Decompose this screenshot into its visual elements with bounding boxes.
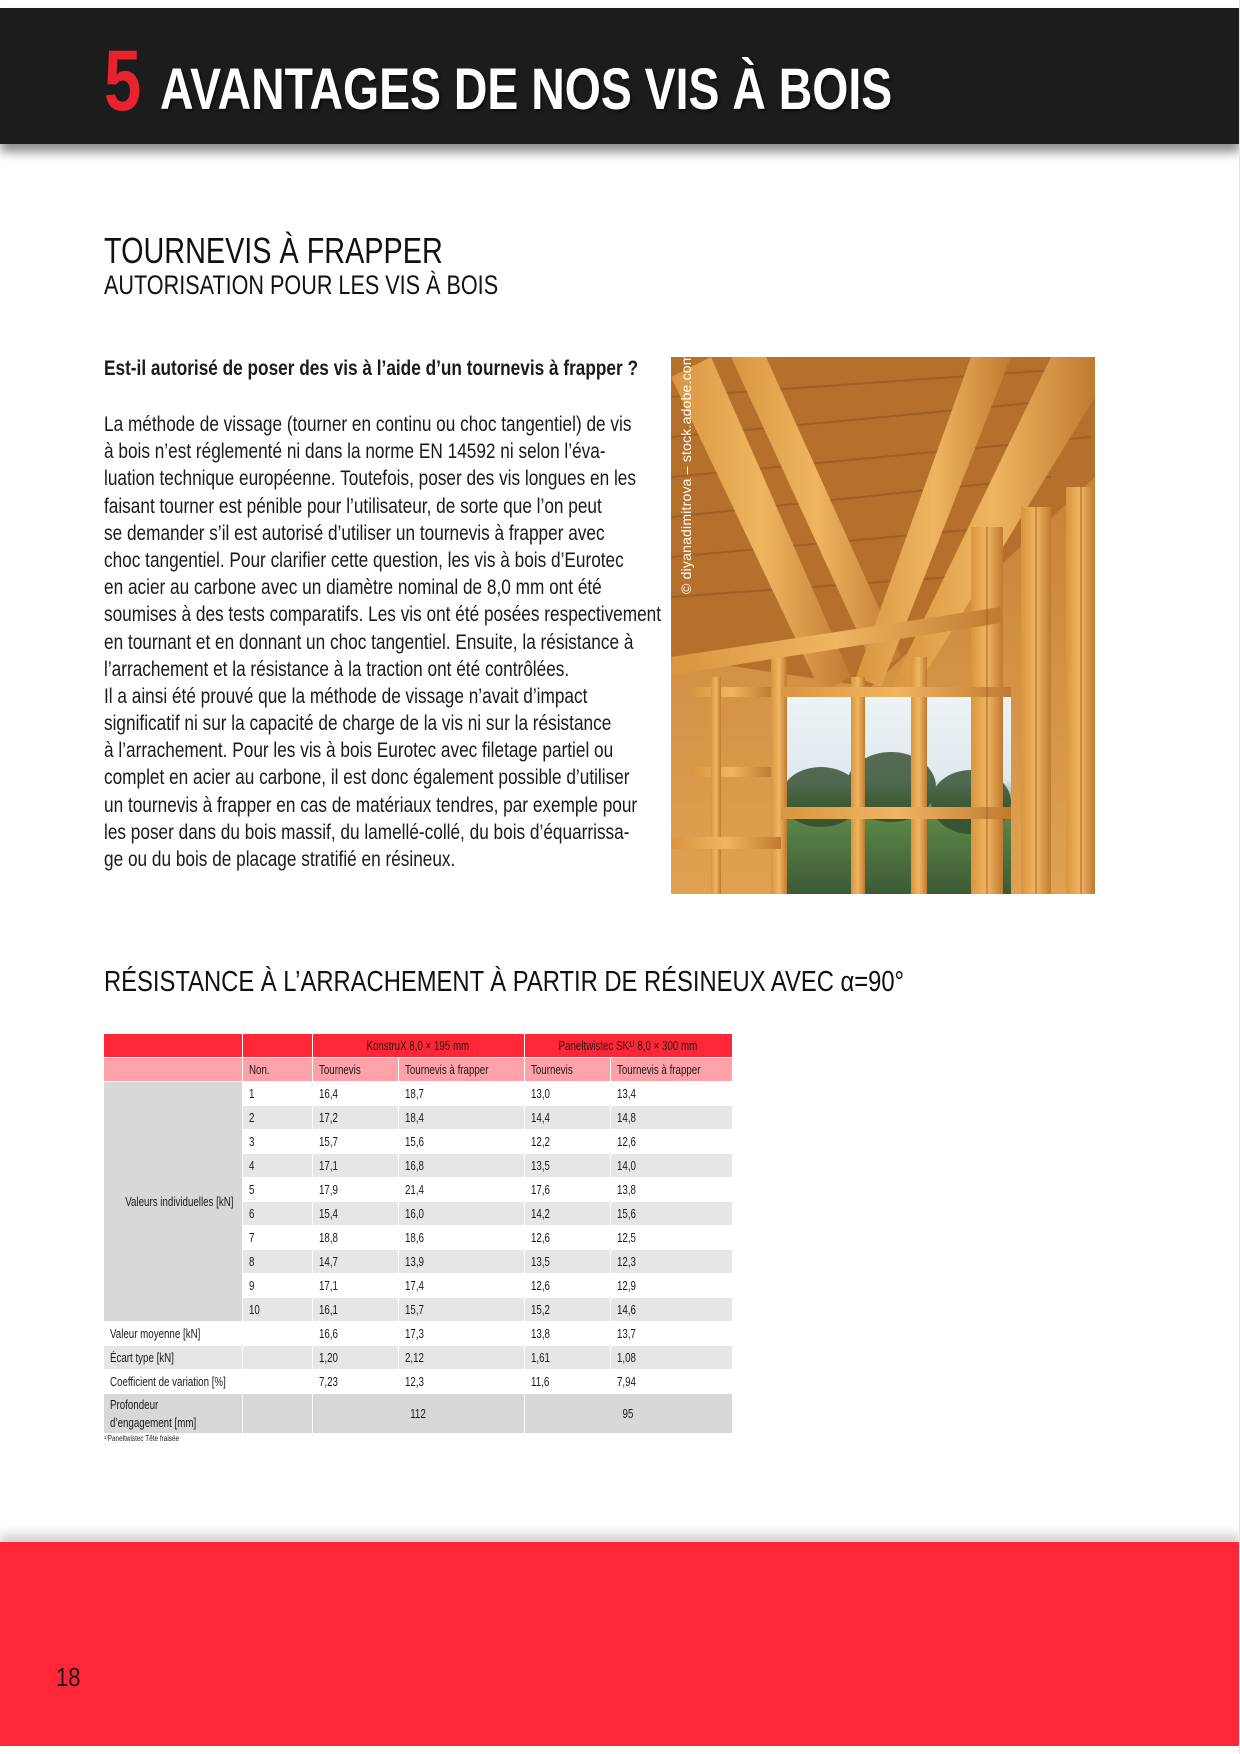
value-cell <box>610 1202 732 1226</box>
value: 14,6 <box>616 1302 636 1317</box>
stat-value: 2,12 <box>404 1350 424 1365</box>
individual-values-label-cell <box>104 1082 242 1322</box>
row-number-cell <box>242 1226 312 1250</box>
value: 15,6 <box>616 1206 636 1221</box>
row-number: 7 <box>248 1230 254 1245</box>
section-subtitle: AUTORISATION POUR LES VIS À BOIS <box>104 270 499 300</box>
stat-value-cell <box>524 1322 610 1346</box>
value-cell <box>398 1130 524 1154</box>
value-cell <box>524 1154 610 1178</box>
value-cell <box>610 1082 732 1106</box>
value-cell <box>610 1226 732 1250</box>
header-col-label: Tournevis à frapper <box>616 1062 700 1077</box>
value: 18,4 <box>404 1110 424 1125</box>
stat-row <box>104 1346 732 1370</box>
stat-value: 12,3 <box>404 1374 424 1389</box>
timber-frame-illustration <box>671 357 1095 894</box>
value: 21,4 <box>404 1182 424 1197</box>
value: 17,9 <box>318 1182 338 1197</box>
header-col <box>312 1058 398 1082</box>
empty-cell <box>242 1370 312 1394</box>
value-cell <box>398 1202 524 1226</box>
body-paragraph <box>104 411 664 873</box>
paragraph-line: se demander s’il est autorisé d’utiliser un tournevis à frapper avec <box>104 521 605 545</box>
value: 16,1 <box>318 1302 338 1317</box>
question-heading: Est-il autorisé de poser des vis à l’aide d’un tournevis à frapper ? <box>104 357 638 380</box>
paragraph-line: choc tangentiel. Pour clarifier cette question, les vis à bois d’Eurotec <box>104 548 624 572</box>
value: 14,2 <box>530 1206 550 1221</box>
stat-label: Écart type [kN] <box>110 1350 174 1365</box>
value: 13,4 <box>616 1086 636 1101</box>
stat-value: 1,20 <box>318 1350 338 1365</box>
header-nr <box>242 1058 312 1082</box>
depth-value-cell <box>524 1394 732 1434</box>
row-number-cell <box>242 1178 312 1202</box>
footer-bar <box>0 1542 1240 1746</box>
stat-value-cell <box>398 1370 524 1394</box>
stat-value: 1,61 <box>530 1350 550 1365</box>
group-header-label: Paneltwistec SK¹⁾ 8,0 × 300 mm <box>558 1039 698 1053</box>
paragraph-line: faisant tourner est pénible pour l’utilisateur, de sorte que l’on peut <box>104 494 602 518</box>
header-nr-label: Non. <box>248 1062 270 1077</box>
value-cell <box>610 1130 732 1154</box>
value: 15,7 <box>318 1134 338 1149</box>
stat-value-cell <box>524 1370 610 1394</box>
stat-label-cell <box>104 1346 242 1370</box>
paragraph-line: significatif ni sur la capacité de charge de la vis ni sur la résistance <box>104 712 612 736</box>
paragraph-line: ge ou du bois de placage stratifié en résineux. <box>104 848 456 871</box>
value: 13,9 <box>404 1254 424 1269</box>
value: 17,1 <box>318 1278 338 1293</box>
value-cell <box>610 1298 732 1322</box>
value-cell <box>524 1178 610 1202</box>
depth-value-cell <box>312 1394 524 1434</box>
value-cell <box>312 1106 398 1130</box>
value-cell <box>524 1226 610 1250</box>
value: 14,0 <box>616 1158 636 1173</box>
value-cell <box>610 1250 732 1274</box>
page-number: 18 <box>56 1662 81 1692</box>
value-cell <box>312 1154 398 1178</box>
paragraph-line: les poser dans du bois massif, du lamellé-collé, du bois d’équarrissa- <box>104 820 630 844</box>
section-title: TOURNEVIS À FRAPPER <box>104 230 443 271</box>
table-corner-cell <box>242 1034 312 1058</box>
value-cell <box>398 1274 524 1298</box>
header-col-label: Tournevis <box>530 1062 573 1077</box>
value: 18,7 <box>404 1086 424 1101</box>
paragraph-line: luation technique européenne. Toutefois, poser des vis longues en les <box>104 467 636 491</box>
paragraph-line: complet en acier au carbone, il est donc également possible d’utiliser <box>104 766 630 790</box>
value-cell <box>398 1178 524 1202</box>
stat-value: 13,7 <box>616 1326 636 1341</box>
timber-frame-photo <box>671 357 1095 894</box>
value-cell <box>524 1202 610 1226</box>
value: 12,6 <box>616 1134 636 1149</box>
depth-label-cell <box>104 1394 242 1434</box>
stat-value-cell <box>610 1370 732 1394</box>
paragraph-line: à l’arrachement. Pour les vis à bois Eurotec avec filetage partiel ou <box>104 739 614 763</box>
stat-label-cell <box>104 1322 242 1346</box>
stat-value-cell <box>524 1346 610 1370</box>
paragraph-line: La méthode de vissage (tourner en continu ou choc tangentiel) de vis <box>104 413 632 436</box>
row-number-cell <box>242 1202 312 1226</box>
table-corner-cell <box>104 1034 242 1058</box>
value: 16,8 <box>404 1158 424 1173</box>
paragraph-line: un tournevis à frapper en cas de matériaux tendres, par exemple pour <box>104 793 638 817</box>
table-header-group-row <box>104 1034 732 1058</box>
stat-row <box>104 1370 732 1394</box>
depth-row <box>104 1394 732 1434</box>
row-number-cell <box>242 1298 312 1322</box>
stat-value: 16,6 <box>318 1326 338 1341</box>
value: 13,0 <box>530 1086 550 1101</box>
chapter-title: AVANTAGES DE NOS VIS À BOIS <box>160 57 893 122</box>
value: 12,6 <box>530 1230 550 1245</box>
value: 12,3 <box>616 1254 636 1269</box>
value-cell <box>524 1082 610 1106</box>
value: 14,8 <box>616 1110 636 1125</box>
value-cell <box>610 1154 732 1178</box>
paragraph-line: soumises à des tests comparatifs. Les vis ont été posées respectivement <box>104 603 662 627</box>
value: 15,4 <box>318 1206 338 1221</box>
individual-values-label: Valeurs individuelles [kN] <box>125 1194 234 1209</box>
empty-cell <box>242 1322 312 1346</box>
table-footnote: ¹⁾Paneltwistec Tête fraisée <box>104 1434 180 1443</box>
value: 12,9 <box>616 1278 636 1293</box>
depth-label: Profondeur d’engagement [mm] <box>110 1397 197 1430</box>
row-number: 4 <box>248 1158 254 1173</box>
depth-value: 95 <box>622 1406 634 1421</box>
chapter-number: 5 <box>104 33 142 129</box>
stat-value-cell <box>610 1322 732 1346</box>
value: 16,4 <box>318 1086 338 1101</box>
row-number-cell <box>242 1274 312 1298</box>
value: 13,8 <box>616 1182 636 1197</box>
stat-value: 1,08 <box>616 1350 636 1365</box>
stat-value: 7,23 <box>318 1374 338 1389</box>
pull-out-resistance-table <box>104 1034 733 1434</box>
paragraph-line: Il a ainsi été prouvé que la méthode de vissage n’avait d’impact <box>104 684 588 708</box>
table-corner-cell <box>104 1058 242 1082</box>
stat-value-cell <box>610 1346 732 1370</box>
row-number: 10 <box>248 1302 260 1317</box>
photo-credit: © diyanadimitrova – stock.adobe.com <box>678 353 694 594</box>
empty-cell <box>242 1346 312 1370</box>
value-cell <box>524 1130 610 1154</box>
value-cell <box>312 1250 398 1274</box>
stat-value-cell <box>398 1346 524 1370</box>
header-col <box>610 1058 732 1082</box>
value: 15,6 <box>404 1134 424 1149</box>
row-number: 5 <box>248 1182 254 1197</box>
row-number-cell <box>242 1082 312 1106</box>
row-number: 2 <box>248 1110 254 1125</box>
value: 16,0 <box>404 1206 424 1221</box>
row-number: 6 <box>248 1206 254 1221</box>
stat-label: Valeur moyenne [kN] <box>110 1326 201 1341</box>
value-cell <box>610 1106 732 1130</box>
value: 17,4 <box>404 1278 424 1293</box>
table-body <box>104 1082 732 1434</box>
row-number: 1 <box>248 1086 254 1101</box>
value-cell <box>398 1106 524 1130</box>
value: 17,2 <box>318 1110 338 1125</box>
row-number: 9 <box>248 1278 254 1293</box>
value: 18,8 <box>318 1230 338 1245</box>
empty-cell <box>242 1394 312 1434</box>
value: 17,1 <box>318 1158 338 1173</box>
value-cell <box>398 1226 524 1250</box>
header-col <box>524 1058 610 1082</box>
paragraph-line: en tournant et en donnant un choc tangentiel. Ensuite, la résistance à <box>104 630 634 654</box>
row-number: 8 <box>248 1254 254 1269</box>
stat-row <box>104 1322 732 1346</box>
value: 12,5 <box>616 1230 636 1245</box>
value-cell <box>610 1178 732 1202</box>
table-row <box>104 1082 732 1106</box>
value-cell <box>312 1082 398 1106</box>
header-col <box>398 1058 524 1082</box>
row-number: 3 <box>248 1134 254 1149</box>
table-heading: RÉSISTANCE À L’ARRACHEMENT À PARTIR DE RÉSINEUX AVEC α=90° <box>104 966 905 998</box>
paragraph-line: à bois n’est réglementé ni dans la norme EN 14592 ni selon l’éva- <box>104 440 606 464</box>
stat-label: Coefficient de variation [%] <box>110 1374 226 1389</box>
row-number-cell <box>242 1130 312 1154</box>
value: 14,7 <box>318 1254 338 1269</box>
value-cell <box>524 1106 610 1130</box>
stat-value-cell <box>312 1322 398 1346</box>
row-number-cell <box>242 1154 312 1178</box>
group-header-konstrux <box>312 1034 524 1058</box>
value: 12,6 <box>530 1278 550 1293</box>
value-cell <box>398 1082 524 1106</box>
value-cell <box>524 1250 610 1274</box>
stat-value: 7,94 <box>616 1374 636 1389</box>
value: 13,5 <box>530 1254 550 1269</box>
stat-value-cell <box>312 1346 398 1370</box>
value-cell <box>312 1298 398 1322</box>
value: 14,4 <box>530 1110 550 1125</box>
value-cell <box>312 1226 398 1250</box>
header-col-label: Tournevis <box>318 1062 361 1077</box>
value-cell <box>524 1274 610 1298</box>
value-cell <box>610 1274 732 1298</box>
value: 17,6 <box>530 1182 550 1197</box>
value-cell <box>524 1298 610 1322</box>
value-cell <box>312 1202 398 1226</box>
value-cell <box>398 1250 524 1274</box>
value: 15,2 <box>530 1302 550 1317</box>
value-cell <box>312 1130 398 1154</box>
paragraph-line: l’arrachement et la résistance à la traction ont été contrôlées. <box>104 657 570 681</box>
group-header-paneltwistec <box>524 1034 732 1058</box>
row-number-cell <box>242 1106 312 1130</box>
stat-value: 11,6 <box>530 1374 549 1389</box>
row-number-cell <box>242 1250 312 1274</box>
depth-value: 112 <box>410 1406 426 1421</box>
value: 13,5 <box>530 1158 550 1173</box>
stat-value: 13,8 <box>530 1326 550 1341</box>
value-cell <box>398 1298 524 1322</box>
group-header-label: KonstruX 8,0 × 195 mm <box>366 1038 470 1053</box>
value: 12,2 <box>530 1134 550 1149</box>
stat-label-cell <box>104 1370 242 1394</box>
value-cell <box>312 1274 398 1298</box>
value-cell <box>312 1178 398 1202</box>
stat-value-cell <box>312 1370 398 1394</box>
value: 15,7 <box>404 1302 424 1317</box>
paragraph-line: en acier au carbone avec un diamètre nominal de 8,0 mm ont été <box>104 576 602 600</box>
stat-value-cell <box>398 1322 524 1346</box>
value: 18,6 <box>404 1230 424 1245</box>
stat-value: 17,3 <box>404 1326 424 1341</box>
table-header-sub-row <box>104 1058 732 1082</box>
value-cell <box>398 1154 524 1178</box>
header-col-label: Tournevis à frapper <box>404 1062 488 1077</box>
